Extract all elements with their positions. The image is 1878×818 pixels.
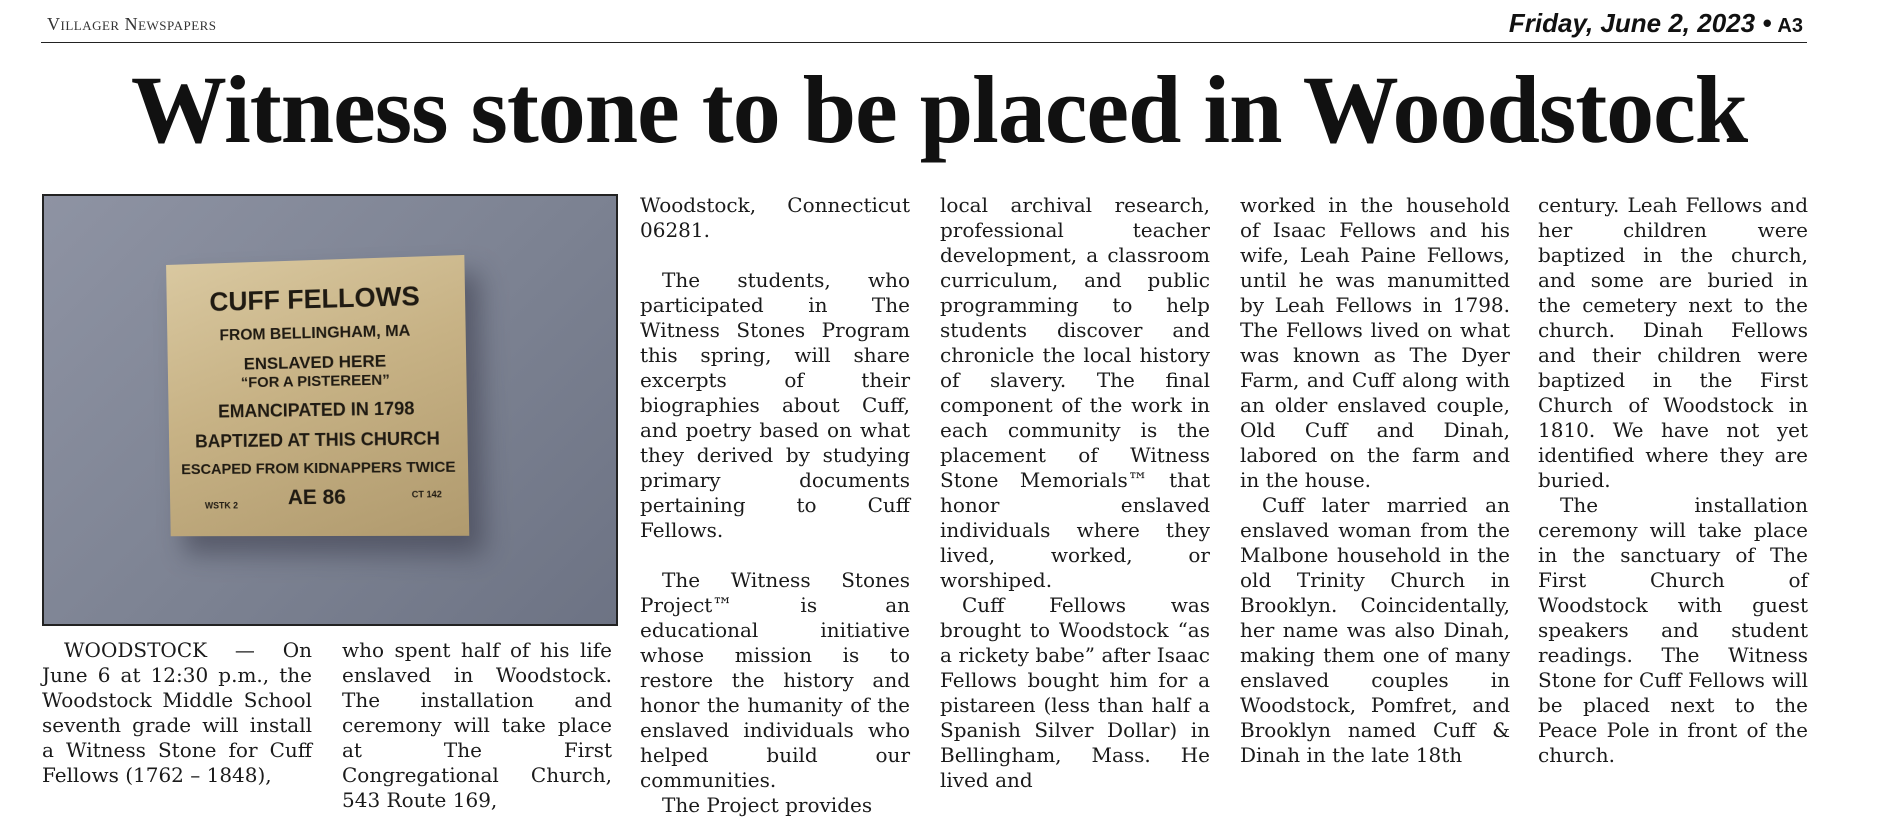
stone-line-enslaved: ENSLAVED HERE (243, 351, 387, 374)
stone-line-baptized: BAPTIZED AT THIS CHURCH (194, 428, 441, 452)
article-column-1 (42, 638, 312, 788)
article-paragraph: The installation ceremony will take place in the sanctuary of The First Church of Woodstock with guest speakers and student readings. The Witness Stone for Cuff Fellows will be placed next to the Peace Pole in front of the church. (1538, 493, 1808, 767)
witness-stone-photo (42, 194, 618, 626)
stone-line-name: CUFF FELLOWS (209, 280, 420, 317)
article-paragraph: who spent half of his life enslaved in Woodstock. The installation and ceremony will take place at The First Congregational Church, 543 Route 169, (342, 638, 612, 812)
paper-name: Villager Newspapers (47, 14, 217, 34)
stone-line-escaped: ESCAPED FROM KIDNAPPERS TWICE (181, 458, 456, 479)
issue-date: Friday, June 2, 2023 (1508, 8, 1756, 38)
article-paragraph: WOODSTOCK — On June 6 at 12:30 p.m., the Woodstock Middle School seventh grade will install a Witness Stone for Cuff Fellows (1762 – 1848), (42, 638, 312, 787)
article-paragraph: century. Leah Fellows and her children were baptized in the church, and some are buried in the cemetery next to the church. Dinah Fellows and their children were baptized in the First Church of Woodstock in 1810. We have not yet identified where they are buried. (1538, 193, 1808, 492)
witness-stone-plaque (166, 255, 469, 536)
page-number: A3 (1777, 15, 1803, 37)
stone-line-age: AE 86 (287, 485, 347, 510)
article-column-3 (640, 193, 910, 818)
stone-line-origin: FROM BELLINGHAM, MA (219, 322, 411, 345)
article-column-2 (342, 638, 612, 813)
article-paragraph: Woodstock, Connecticut 06281. (640, 193, 910, 242)
article-paragraph: Cuff Fellows was brought to Woodstock “as a rickety babe” after Isaac Fellows bought him for a pistareen (less than half a Spanish Silver Dollar) in Bellingham, Mass. He lived and (940, 593, 1210, 792)
stone-line-emancipated: EMANCIPATED IN 1798 (217, 398, 415, 422)
headline: Witness stone to be placed in Woodstock (130, 56, 1748, 163)
article-column-5 (1240, 193, 1510, 768)
article-paragraph: local archival research, professional teacher development, a classroom curriculum, and public programming to help students discover and chronicle the local history of slavery. The final component of the work in each community is the placement of Witness Stone Memorials™ that honor enslaved individuals where they lived, worked, or worshiped. (940, 193, 1210, 592)
article-paragraph: The Project provides (662, 793, 873, 817)
stone-line-pistereen: “FOR A PISTEREEN” (240, 371, 390, 392)
stone-tag-right: CT 142 (411, 489, 442, 500)
article-column-6 (1538, 193, 1808, 768)
stone-tag-left: WSTK 2 (204, 500, 239, 511)
date-separator: • (1762, 8, 1772, 38)
article-paragraph: Cuff later married an enslaved woman from the Malbone household in the old Trinity Church in Brooklyn. Coincidentally, her name was also Dinah, making them one of many enslaved couples in Woodstock, Pomfret, and Brooklyn named Cuff & Dinah in the late 18th (1240, 493, 1510, 767)
issue-date-line (1509, 8, 1803, 39)
masthead (41, 8, 1807, 43)
article-paragraph: worked in the household of Isaac Fellows and his wife, Leah Paine Fellows, until he was manumitted by Leah Fellows in 1798. The Fellows lived on what was known as The Dyer Farm, and Cuff along with an older enslaved couple, Old Cuff and Dinah, labored on the farm and in the house. (1240, 193, 1510, 492)
article-column-4 (940, 193, 1210, 793)
article-paragraph: The Witness Stones Project™ is an educational initiative whose mission is to restore the history and honor the humanity of the enslaved individuals who helped build our communities. (640, 568, 910, 792)
article-paragraph: The students, who participated in The Witness Stones Program this spring, will share excerpts of their biographies about Cuff, and poetry based on what they derived by studying primary documents pertaining to Cuff Fellows. (640, 268, 910, 542)
